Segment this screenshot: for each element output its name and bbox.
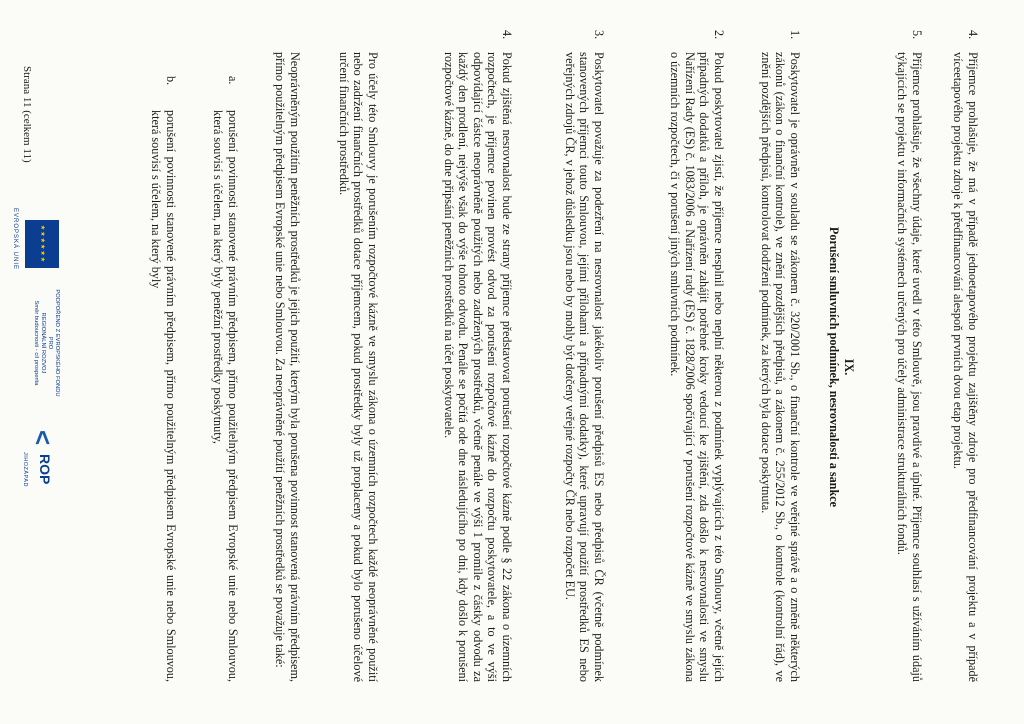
eu-stars: ★★★★★★ [39,224,46,264]
sub-item-label: a. [226,76,240,85]
section-subtitle: Porušení smluvních podmínek, nesrovnalosti a sankce [827,226,842,508]
clause-text: Poskytovatel je oprávněn v souladu se zákonem č. 320/2001 Sb., o finanční kontrole ve veřejné správě a o změně některých zákonů (zákon o finanční kontrole), ve znění pozdějších předpisů, a zákonem č. 255/2012 Sb., o kontrole (kontrolní řád), ve znění pozdějších předpisů, kontrolovat dodržení podmínek, za kterých byla dotace poskytnuta. [758,52,802,682]
clause-number: 2. [712,30,726,40]
clause-3 [562,30,606,682]
fund-line-3: REGIONÁLNÍ ROZVOJ [40,312,46,374]
clause-4 [441,30,514,682]
clause-1 [758,30,802,682]
clause-4-definition [273,52,302,682]
paragraph-5 [895,30,924,682]
rop-name: ROP [37,454,53,485]
sub-item-b [149,76,178,682]
clause-text: Pro účely této Smlouvy je porušením rozpočtové kázně ve smyslu zákona o územních rozpočtech každé neoprávněné použití nebo zadržení finančních prostředků dotace příjemcem, pokud prostředky byly už proplaceny a pokud bylo porušeno účelové určení finančních prostředků. [336,52,380,682]
paragraph-text: Příjemce prohlašuje, že všechny údaje, které uvedl v této Smlouvě, jsou pravdivé a úplné. Příjemce souhlasí s užíváním údajů týkajících se projektu v informačních systémech určených pro účely administrace strukturálních fondů. [895,52,924,682]
clause-number: 3. [592,30,606,40]
fund-line-2: PRO [47,336,53,350]
paragraph-number: 4. [966,30,980,40]
rop-region: JIHOZÁPAD [22,452,28,487]
rop-chevron-icon: < [28,430,58,446]
clause-text: Poskytovatel považuje za podezření na nesrovnalost jakékoliv porušení předpisů ES nebo předpisů ČR (včetně podmínek stanovených příjemci touto Smlouvou, jejími přílohami a případnými dodatky), které upravují použití prostředků ES nebo veřejných zdrojů ČR, v jehož důsledku jsou nebo by mohly být dotčeny veřejné rozpočty ČR nebo rozpočet EU. [562,52,606,682]
sub-item-text: porušení povinnosti stanovené právním předpisem, přímo použitelným předpisem Evropské unie nebo Smlouvou, která souvisí s účelem, na který byly peněžní prostředky poskytnuty, [211,110,240,682]
paragraph-text: Příjemce prohlašuje, že má v případě jednoetapového projektu zajištěny zdroje pro předfinancování projektu a v případě víceetapového projektu zdroje k předfinancování alespoň prvních dvou etap projektu. [951,52,980,682]
clause-number: 4. [500,30,514,40]
clause-text: Neoprávněným použitím peněžních prostředků je jejich použití, kterým byla porušena povinnost stanovená právním předpisem, přímo použitelným předpisem Evropské unie nebo Smlouvou. Za neoprávněné použití peněžních prostředků se považuje také: [273,52,302,682]
clause-text: Pokud zjištěná nesrovnalost bude ze strany příjemce představovat porušení rozpočtové kázně podle § 22 zákona o územních rozpočtech, je příjemce povinen provést odvod za porušení rozpočtové kázně do rozpočtu poskytovatele, a to ve výši odpovídající částce neoprávněně použitých nebo zadržených prostředků, včetně penále ve výši 1 promile z částky odvodu za každý den prodlení, nejvýše však do výše tohoto odvodu. Penále se počítá ode dne následujícího po dni, kdy došlo k porušení rozpočtové kázně, do dne připsání peněžních prostředků na účet poskytovatele. [441,52,514,682]
clause-text: Pokud poskytovatel zjistí, že příjemce nesplnil nebo neplní některou z podmínek vyplývajících z této Smlouvy, včetně jejích případných dodatků a příloh, je oprávněn zahájit potřebné kroky vedoucí ke zjištění, zda došlo k nesrovnalosti ve smyslu Nařízení Rady (ES) č. 1083/2006 a Nařízení rady (ES) č. 1828/2006 spočívající v porušení rozpočtové kázně ve smyslu zákona o územních rozpočtech, či v porušení jiných smluvních podmínek. [668,52,726,682]
clause-2 [668,30,726,682]
fund-line-4: Směr budoucnosti - cíl prosperita [33,300,39,386]
paragraph-number: 5. [910,30,924,40]
paragraph-4 [951,30,980,682]
sub-item-a [211,76,240,682]
sub-item-text: porušení povinnosti stanovené právním předpisem, přímo použitelným předpisem Evropské unie nebo Smlouvou, která souvisí s účelem, na který byly [149,110,178,682]
section-heading [827,52,856,682]
eu-flag-icon [25,220,59,268]
fund-line-1: PODPOŘENO Z EVROPSKÉHO FONDU [54,289,60,397]
section-title: IX. [842,358,856,376]
clause-number: 1. [788,30,802,40]
fund-caption [32,278,60,408]
page-number: Strana 11 (celkem 11) [21,66,33,163]
clause-4-continuation [336,52,380,682]
sub-item-label: b. [164,76,178,86]
rop-logo [24,430,62,510]
eu-label: EVROPSKÁ UNIE [12,208,18,271]
